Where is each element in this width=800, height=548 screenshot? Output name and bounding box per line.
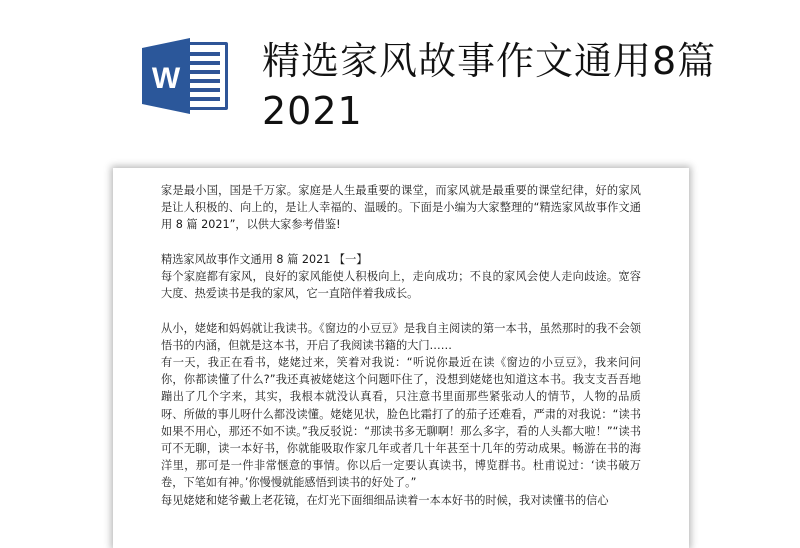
paragraph-1: 每个家庭都有家风，良好的家风能使人积极向上，走向成功；不良的家风会使人走向歧途。宽容大度、热爱读书是我的家风，它一直陪伴着我成长。: [161, 270, 641, 301]
intro-paragraph: 家是最小国，国是千万家。家庭是人生最重要的课堂，而家风就是最重要的课堂纪律，好的家风是让人积极的、向上的，是让人幸福的、温暖的。下面是小编为大家整理的“精选家风故事作文通用 8 篇 2021”，以供大家参考借鉴!: [161, 184, 641, 232]
paragraph-2: 从小，姥姥和妈妈就让我读书。《窗边的小豆豆》是我自主阅读的第一本书，虽然那时的我不会领悟书的内涵，但就是这本书，开启了我阅读书籍的大门……: [161, 321, 641, 352]
page-title: 精选家风故事作文通用8篇2021: [262, 39, 717, 133]
header: [0, 0, 800, 150]
paragraph-4: 每见姥姥和姥爷戴上老花镜，在灯光下面细细品读着一本本好书的时候，我对读懂书的信心: [161, 493, 609, 507]
word-document-icon: [140, 36, 232, 116]
paragraph-3: 有一天，我正在看书，姥姥过来，笑着对我说：“听说你最近在读《窗边的小豆豆》，我来问问你，你都读懂了什么?”我还真被姥姥这个问题吓住了，没想到姥姥也知道这本书。我支支吾吾地蹦出了几个字来，其实，我根本就没认真看，只注意书里面那些紧张动人的情节，人物的品质呀、所做的事儿呀什么都没读懂。姥姥见状，脸色比霜打了的茄子还难看，严肃的对我说：“读书如果不用心，那还不如不读。”我反驳说：“那读书多无聊啊！那么多字，看的人头都大啦！”“读书可不无聊，读一本好书，你就能吸取作家几年或者几十年甚至十几年的劳动成果。畅游在书的海洋里，那可是一件非常惬意的事情。你以后一定要认真读书，博览群书。杜甫说过：‘读书破万卷，下笔如有神。’你慢慢就能感悟到读书的好处了。”: [161, 356, 641, 490]
document-page: [113, 168, 689, 548]
word-letter: W: [151, 62, 181, 95]
section-heading: 精选家风故事作文通用 8 篇 2021 【一】: [161, 252, 368, 266]
document-body: [161, 182, 641, 509]
